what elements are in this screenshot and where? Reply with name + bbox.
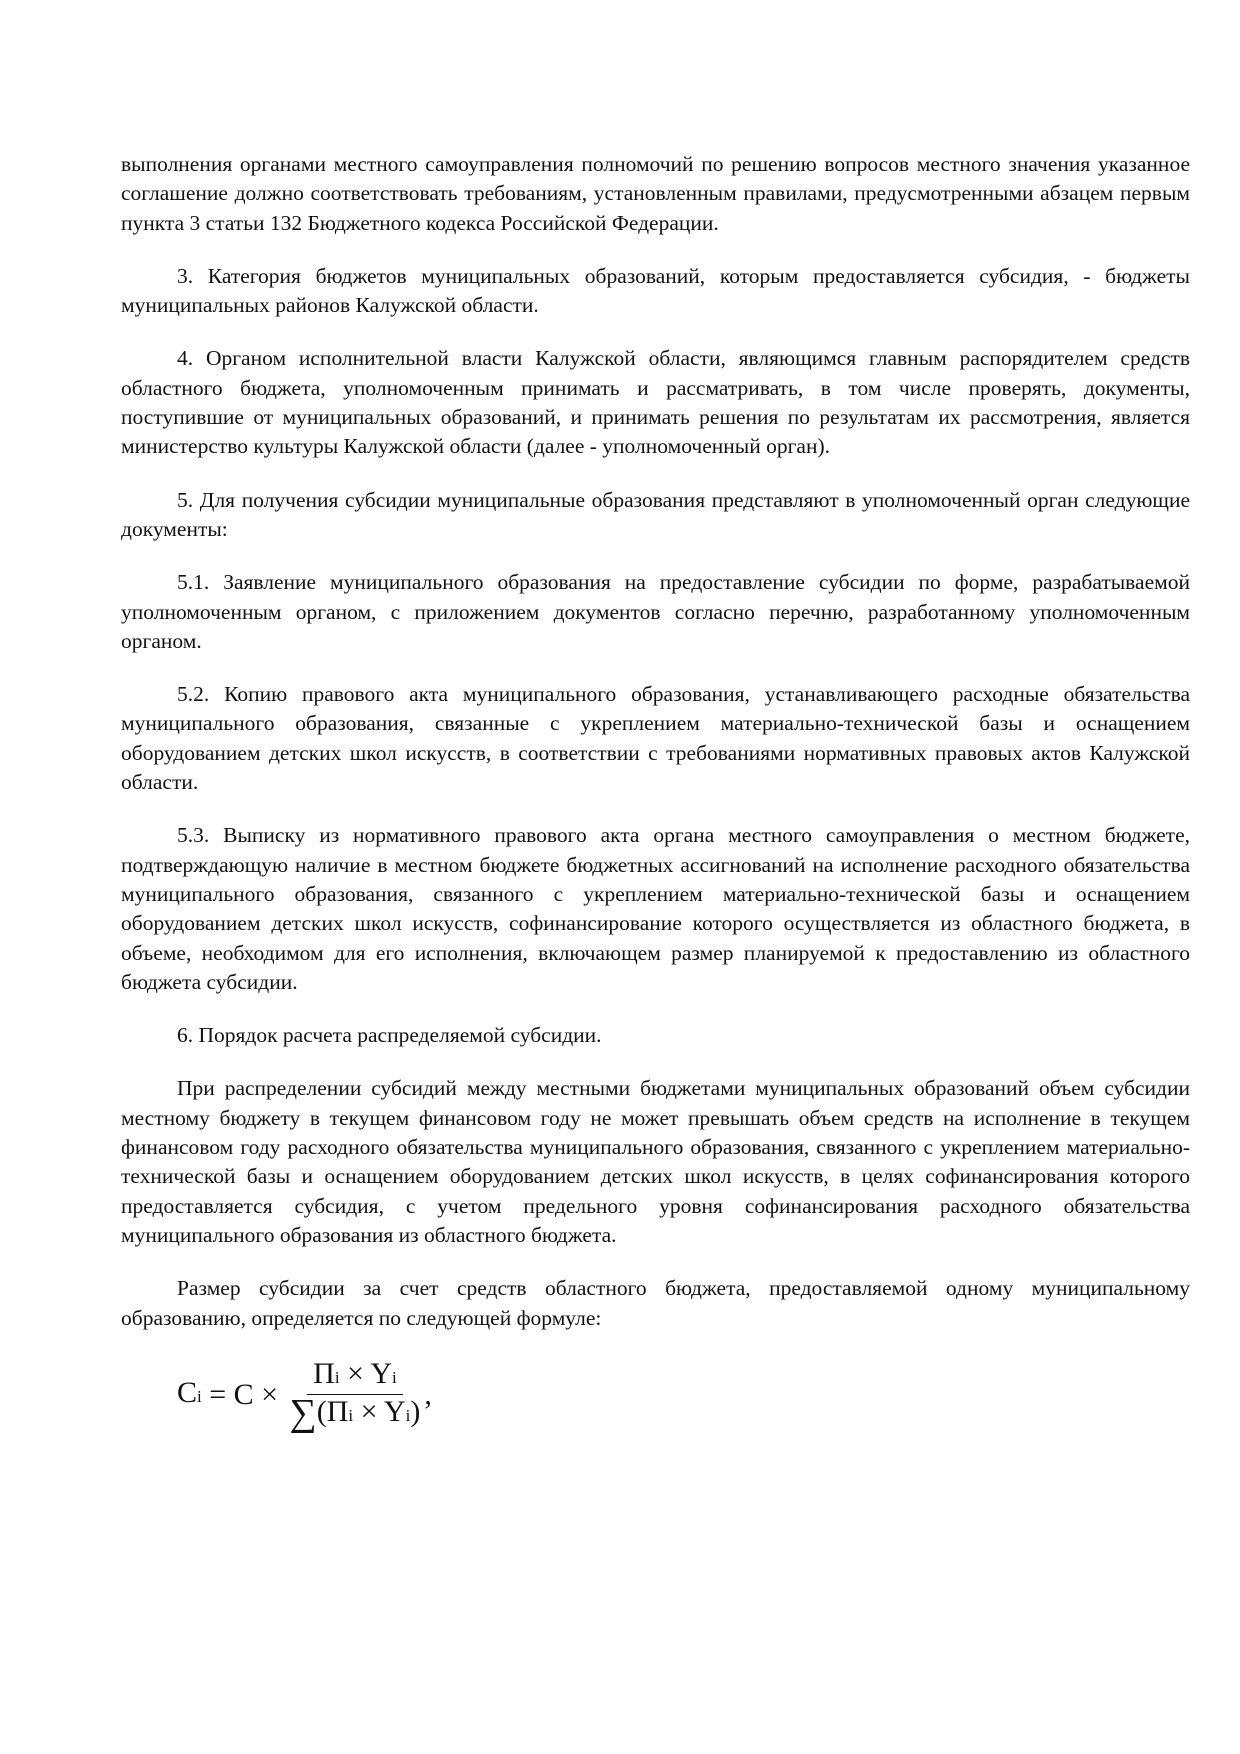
formula-lhs: Ci: [177, 1375, 202, 1409]
paragraph-continuation: выполнения органами местного самоуправления полномочий по решению вопросов местного значения указанное соглашение должно соответствовать требованиям, установленным правилами, предусмотренными абзацем первым пункта 3 статьи 132 Бюджетного кодекса Российской Федерации.: [121, 152, 1190, 235]
formula-numerator: Пi × Yi: [307, 1359, 403, 1395]
document-page: [121, 150, 1190, 1435]
paragraph-4: 4. Органом исполнительной власти Калужской области, являющимся главным распорядителем средств областного бюджета, уполномоченным принимать и рассматривать, в том числе проверять, документы, поступившие от муниципальных образований, и принимать решения по результатам их рассмотрения, является министерство культуры Калужской области (далее - уполномоченный орган).: [121, 346, 1190, 459]
paragraph-5-1: 5.1. Заявление муниципального образования на предоставление субсидии по форме, разрабатываемой уполномоченным органом, с приложением документов согласно перечню, разработанному уполномоченным органом.: [121, 570, 1190, 653]
formula-denominator: ∑(Пi × Yi): [289, 1392, 421, 1435]
paragraph-5: 5. Для получения субсидии муниципальные образования представляют в уполномоченный орган следующие документы:: [121, 487, 1190, 541]
paragraph-formula-intro: Размер субсидии за счет средств областного бюджета, предоставляемой одному муниципальному образованию, определяется по следующей формуле:: [121, 1276, 1190, 1330]
paragraph-6: 6. Порядок расчета распределяемой субсидии.: [177, 1023, 602, 1048]
formula-eq: = C ×: [201, 1377, 286, 1411]
paragraph-distribution: При распределении субсидий между местными бюджетами муниципальных образований объем субсидии местному бюджету в текущем финансовом году не может превышать объем средств на исполнение в текущем финансовом году расходного обязательства муниципального образования, связанного с укреплением материально-технической базы и оснащением оборудованием детских школ искусств, в целях софинансирования которого предоставляется субсидия, с учетом предельного уровня софинансирования расходного обязательства муниципального образования из областного бюджета.: [121, 1076, 1190, 1247]
subsidy-formula: [177, 1356, 1190, 1435]
formula-comma: ,: [424, 1377, 432, 1411]
paragraph-5-2: 5.2. Копию правового акта муниципального образования, устанавливающего расходные обязательства муниципального образования, связанные с укреплением материально-технической базы и оснащением оборудованием детских школ искусств, в соответствии с требованиями нормативных правовых актов Калужской области.: [121, 682, 1190, 795]
formula-fraction: [289, 1356, 421, 1435]
paragraph-3: 3. Категория бюджетов муниципальных образований, которым предоставляется субсидия, - бюджеты муниципальных районов Калужской области.: [121, 263, 1190, 318]
paragraph-5-3: 5.3. Выписку из нормативного правового акта органа местного самоуправления о местном бюджете, подтверждающую наличие в местном бюджете бюджетных ассигнований на исполнение расходного обязательства муниципального образования, связанного с укреплением материально-технической базы и оснащением оборудованием детских школ искусств, софинансирование которого осуществляется из областного бюджета, в объеме, необходимом для его исполнения, включающем размер планируемой к предоставлению из областного бюджета субсидии.: [121, 823, 1190, 994]
